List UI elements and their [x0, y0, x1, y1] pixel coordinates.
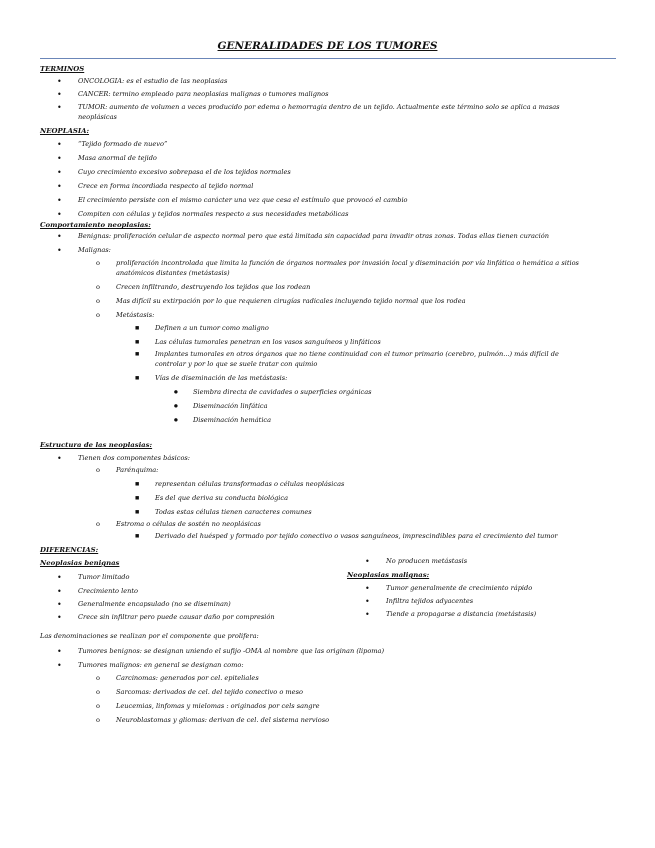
list-item-continuation: neoplásicas — [78, 113, 117, 121]
list-item: o proliferación incontrolada que limita la función de órganos normales por invasión local y diseminación por vía linfática o hemática a sitios — [116, 260, 579, 268]
list-item: o Carcinomas: generados por cel. epiteliales — [116, 675, 259, 683]
list-item: • Tumor limitado — [78, 574, 129, 582]
list-item: • Tumores malignos: en general se designan como: — [78, 662, 244, 670]
list-item: ● Diseminación linfática — [193, 403, 268, 411]
list-item: • Tienen dos componentes básicos: — [78, 455, 190, 463]
list-item: • Cuyo crecimiento excesivo sobrepasa el de los tejidos normales — [78, 169, 291, 177]
list-item: • Masa anormal de tejido — [78, 155, 157, 163]
list-item: o Mas difícil su extirpación por lo que requieren cirugías radicales incluyendo tejido normal que los rodea — [116, 298, 466, 306]
list-item: o Sarcomas: derivados de cel. del tejido conectivo o meso — [116, 689, 303, 697]
list-item: • Compiten con células y tejidos normales respecto a sus necesidades metabólicas — [78, 211, 348, 219]
terminos-heading: TERMINOS — [40, 65, 85, 73]
list-item: o Estroma o células de sostén no neoplásicas — [116, 521, 261, 529]
estructura-heading: Estructura de las neoplasias: — [40, 441, 153, 449]
malignas-heading: Neoplasias malignas: — [347, 571, 430, 579]
list-item: • Infiltra tejidos adyacentes — [386, 598, 473, 606]
list-item: • No producen metástasis — [386, 558, 467, 566]
list-item: • Tumores benignos: se designan uniendo el sufijo -OMA al nombre que las originan (lipoma) — [78, 648, 384, 656]
list-item: o Parénquima: — [116, 467, 158, 475]
list-item: o Leucemias, linfomas y mielomas : originados por cels sangre — [116, 703, 320, 711]
list-item: • ONCOLOGIA: es el estudio de las neoplasias — [78, 78, 227, 86]
list-item: ■ Es del que deriva su conducta biológica — [155, 495, 288, 503]
list-item-continuation: anatómicos distantes (metástasis) — [116, 269, 230, 277]
list-item: • El crecimiento persiste con el mismo carácter una vez que cesa el estímulo que provocó el cambio — [78, 197, 408, 205]
list-item: • Generalmente encapsulado (no se diseminan) — [78, 601, 231, 609]
list-item: o Crecen infiltrando, destruyendo los tejidos que los rodean — [116, 284, 310, 292]
list-item: ■ Las células tumorales penetran en los vasos sanguíneos y linfáticos — [155, 339, 381, 347]
comportamiento-heading: Comportamiento neoplasias: — [40, 221, 151, 229]
list-item: • Benignas: proliferación celular de aspecto normal pero que está limitada sin capacidad para invadir otras zonas. Todas ellas tienen curación — [78, 233, 549, 241]
denominaciones-intro: Las denominaciones se realizan por el componente que prolifera: — [40, 632, 259, 640]
list-item: ● Diseminación hemática — [193, 417, 271, 425]
list-item: • “Tejido formado de nuevo” — [78, 141, 167, 149]
list-item: ■ Vías de diseminación de las metástasis: — [155, 375, 287, 383]
list-item: • TUMOR: aumento de volumen a veces producido por edema o hemorragia dentro de un tejido. Actualmente este término solo se aplica a masas — [78, 104, 560, 112]
list-item: • Tumor generalmente de crecimiento rápido — [386, 585, 532, 593]
benignas-heading: Neoplasias benignas — [40, 559, 120, 567]
list-item: ■ representan células transformadas o células neoplásicas — [155, 481, 344, 489]
page-title: GENERALIDADES DE LOS TUMORES — [217, 40, 438, 52]
diferencias-heading: DIFERENCIAS: — [40, 546, 99, 554]
list-item-continuation: controlar y por lo que se suele tratar con quimio — [155, 360, 318, 368]
neoplasia-heading: NEOPLASIA: — [40, 127, 90, 135]
list-item: • Malignas: — [78, 247, 111, 255]
list-item: o Metástasis: — [116, 312, 154, 320]
list-item: • Tiende a propagarse a distancia (metástasis) — [386, 611, 536, 619]
list-item: • CANCER: termino empleado para neoplasias malignas o tumores malignos — [78, 91, 329, 99]
list-item: • Crece sin infiltrar pero puede causar daño por compresión — [78, 614, 275, 622]
list-item: • Crecimiento lento — [78, 588, 138, 596]
list-item: ■ Derivado del huésped y formado por tejido conectivo o vasos sanguíneos, imprescindibles para el crecimiento del tumor — [155, 533, 558, 541]
list-item: ■ Definen a un tumor como maligno — [155, 325, 269, 333]
list-item: • Crece en forma incordiada respecto al tejido normal — [78, 183, 253, 191]
list-item: ● Siembra directa de cavidades o superficies orgánicas — [193, 389, 372, 397]
list-item: ■ Todas estas células tienen caracteres comunes — [155, 509, 312, 517]
title-rule — [40, 58, 616, 59]
list-item: ■ Implantes tumorales en otros órganos que no tiene continuidad con el tumor primario (cerebro, pulmón...) más difícil de — [155, 351, 559, 359]
list-item: o Neuroblastomas y gliomas: derivan de cel. del sistema nervioso — [116, 717, 329, 725]
